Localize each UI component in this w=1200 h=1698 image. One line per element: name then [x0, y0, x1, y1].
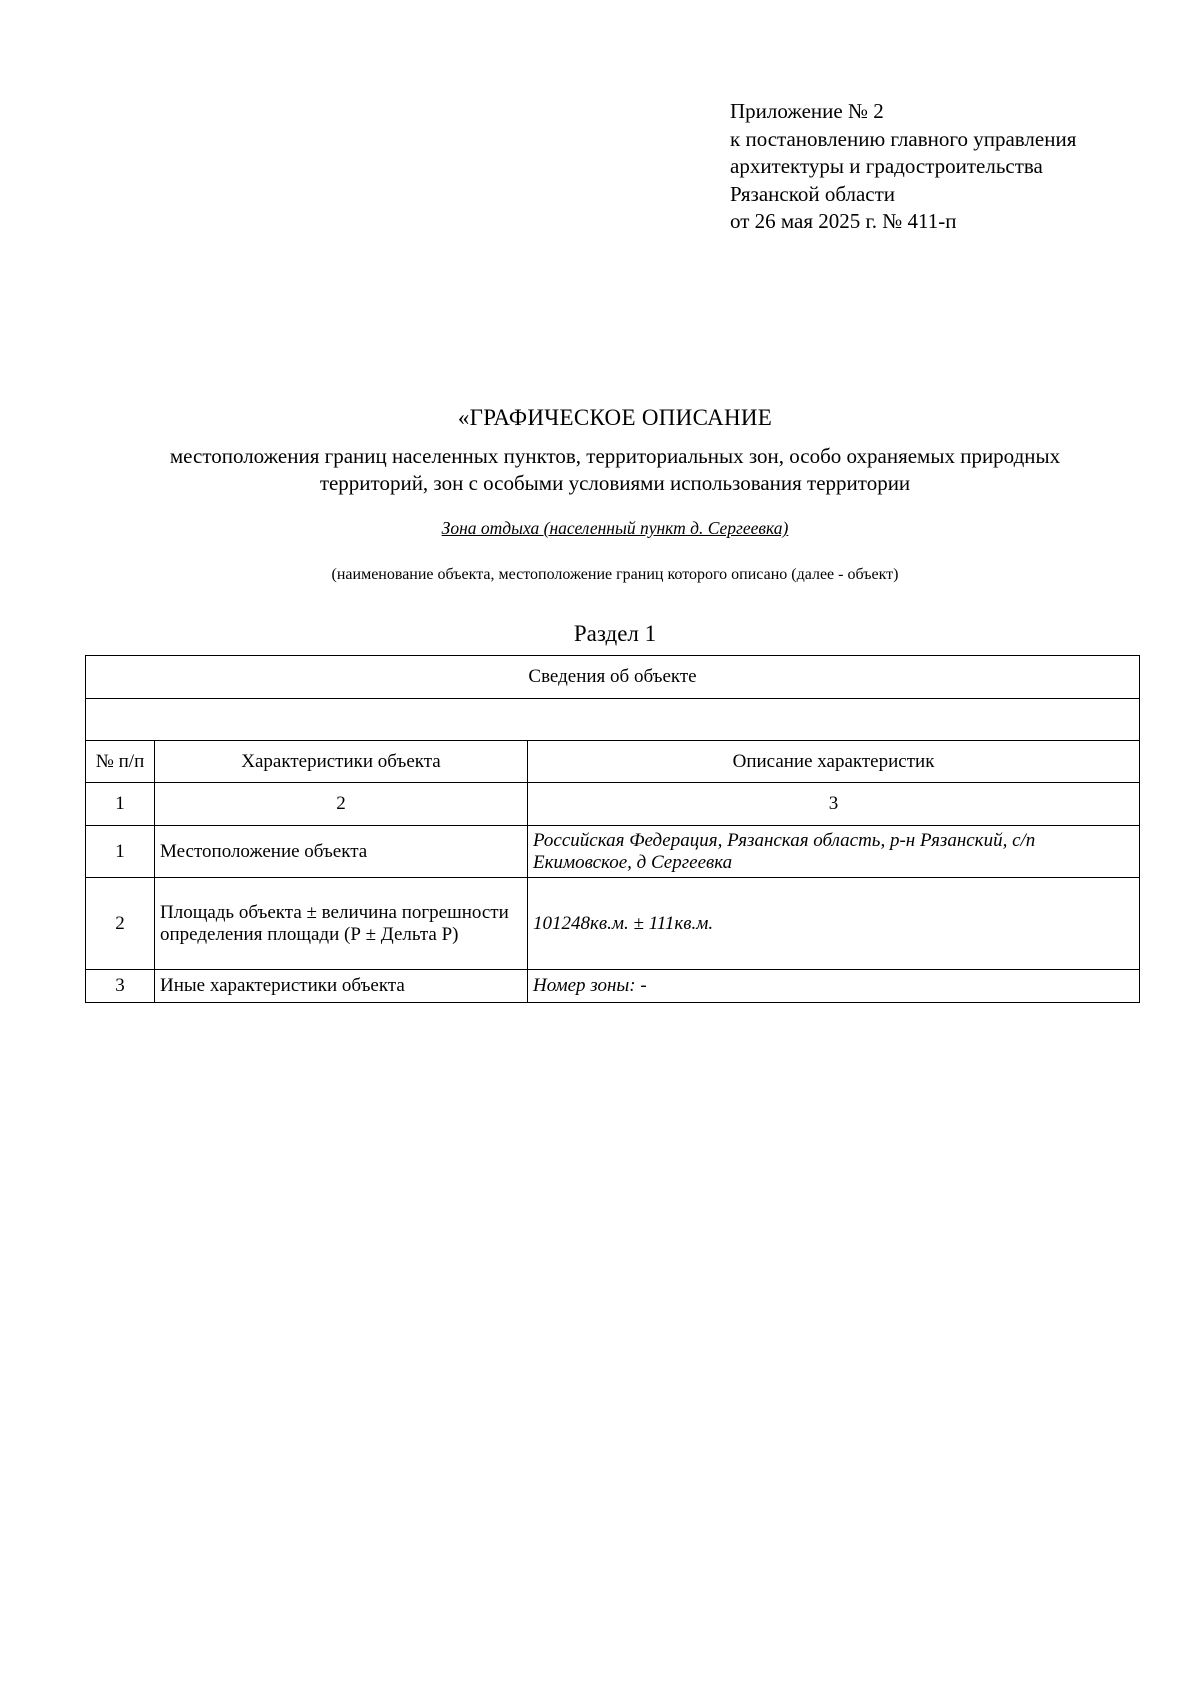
table-row — [86, 826, 1140, 878]
appendix-line: Рязанской области — [730, 181, 896, 206]
table-row — [86, 878, 1140, 970]
section-title: Раздел 1 — [573, 621, 657, 646]
appendix-line: Приложение № 2 — [730, 99, 884, 123]
column-number-cell: 3 — [528, 783, 1140, 826]
column-number-cell: 2 — [155, 783, 528, 826]
document-subtitle — [80, 443, 1150, 497]
document-title: «ГРАФИЧЕСКОЕ ОПИСАНИЕ — [457, 405, 773, 430]
appendix-line: от 26 мая 2025 г. № 411-п — [730, 209, 957, 233]
subtitle-line: территорий, зон с особыми условиями использования территории — [319, 471, 911, 495]
row-number: 3 — [86, 970, 155, 1003]
table-empty-cell — [86, 699, 1140, 741]
appendix-line: к постановлению главного управления — [730, 126, 1077, 151]
row-description: Номер зоны: - — [528, 970, 1140, 1003]
object-name — [0, 518, 1200, 539]
column-number-cell: 1 — [86, 783, 155, 826]
header-cell: Описание характеристик — [528, 741, 1140, 783]
header-cell: Характеристики объекта — [155, 741, 528, 783]
row-description: Российская Федерация, Рязанская область, р-н Рязанский, с/п Екимовское, д Сергеевка — [528, 826, 1140, 878]
row-characteristic: Местоположение объекта — [155, 826, 528, 878]
row-characteristic: Площадь объекта ± величина погрешности определения площади (Р ± Дельта Р) — [155, 878, 528, 970]
row-number: 2 — [86, 878, 155, 970]
row-description: 101248кв.м. ± 111кв.м. — [528, 878, 1140, 970]
appendix-line: архитектуры и градостроительства — [730, 154, 1043, 178]
object-info-table — [85, 655, 1140, 1003]
header-cell: № п/п — [86, 741, 155, 783]
table-header-row — [86, 741, 1140, 783]
table-row — [86, 970, 1140, 1003]
appendix-block — [730, 98, 1076, 236]
object-name-text: Зона отдыха (населенный пункт д. Сергеевка) — [441, 518, 789, 538]
table-caption: Сведения об объекте — [86, 656, 1140, 699]
subtitle-line: местоположения границ населенных пунктов, территориальных зон, особо охраняемых природных — [169, 444, 1061, 468]
table-empty-row — [86, 699, 1140, 741]
row-number: 1 — [86, 826, 155, 878]
object-note: (наименование объекта, местоположение границ которого описано (далее - объект) — [331, 566, 899, 583]
table-caption-row — [86, 656, 1140, 699]
row-characteristic: Иные характеристики объекта — [155, 970, 528, 1003]
table-column-number-row — [86, 783, 1140, 826]
